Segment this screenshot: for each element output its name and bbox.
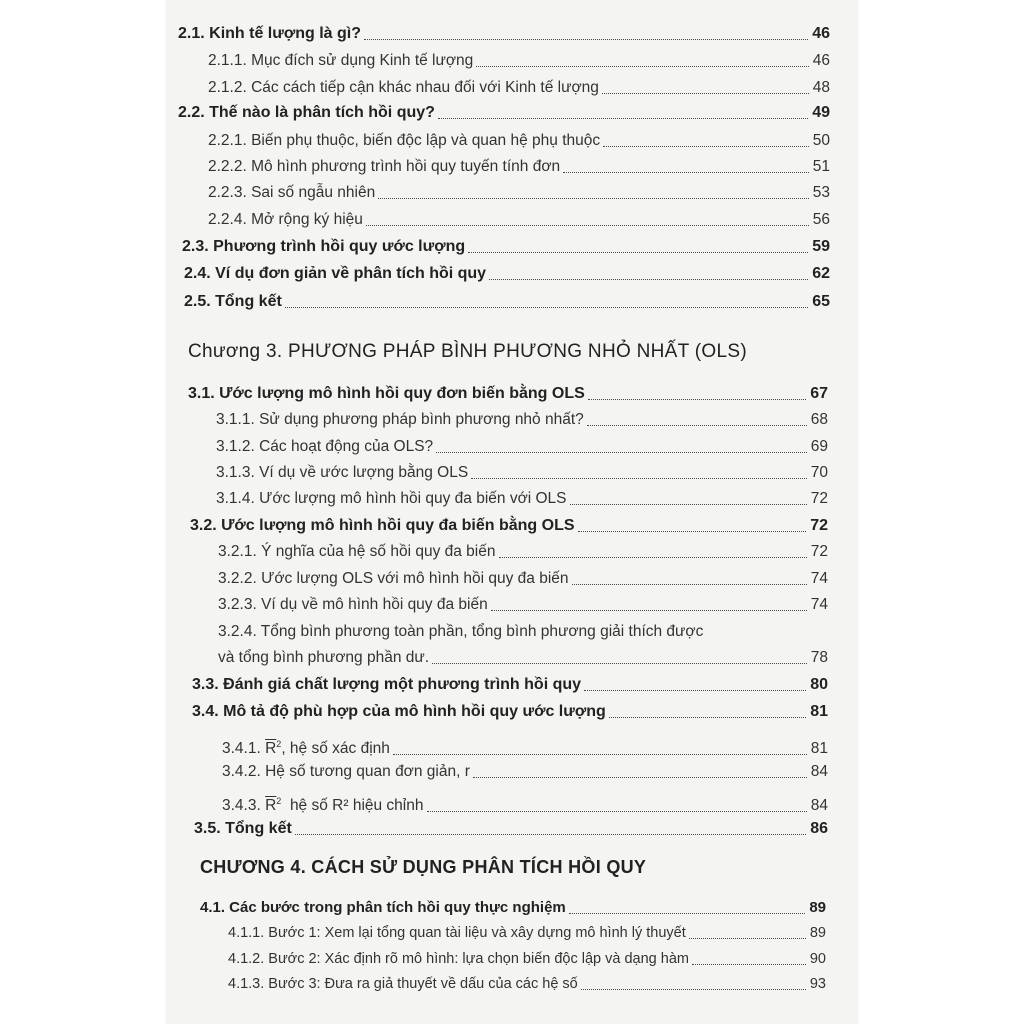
toc-page-number: 59 [812,238,830,255]
toc-leader [393,754,807,755]
toc-page-number: 78 [810,649,828,666]
toc-leader [587,425,807,426]
toc-page-number: 50 [812,132,830,149]
toc-entry-title: 2.2.3. Sai số ngẫu nhiên [208,184,376,201]
toc-entry-text: , hệ số xác định [281,740,390,758]
toc-entry [216,410,828,430]
toc-leader [489,279,808,280]
toc-entry [216,489,828,509]
toc-entry-title: 4.1.2. Bước 2: Xác định rõ mô hình: lựa chọn biến độc lập và dạng hàm [228,951,689,967]
toc-leader [569,913,806,914]
toc-leader [378,198,809,199]
toc-leader [473,777,807,778]
toc-entry [222,734,828,759]
toc-leader [581,989,806,990]
toc-page-number: 51 [812,158,830,175]
toc-leader [468,252,808,253]
toc-entry [190,516,828,536]
toc-entry [228,949,826,969]
toc-entry [218,542,828,562]
toc-leader [584,690,806,691]
toc-leader [570,504,807,505]
toc-page-number: 72 [810,490,828,507]
r-squared-symbol: $\overline{R}$ [265,797,277,815]
toc-leader [476,66,808,67]
book-page [166,0,858,1024]
toc-entry-title: 3.4.2. Hệ số tương quan đơn giản, r [222,763,470,780]
superscript: 2 [276,739,282,749]
toc-page-number: 84 [810,763,828,780]
toc-page-number: 62 [812,265,830,282]
toc-leader [692,964,806,965]
toc-page-number: 49 [812,104,830,121]
toc-entry-title: 3.2.4. Tổng bình phương toàn phần, tổng bình phương giải thích được [218,623,704,640]
toc-page-number: 68 [810,411,828,428]
toc-entry [218,569,828,589]
toc-entry [222,791,828,816]
toc-leader [689,938,806,939]
toc-entry-title: 3.1.1. Sử dụng phương pháp bình phương nhỏ nhất? [216,411,584,428]
toc-entry-title: 2.2. Thế nào là phân tích hồi quy? [178,104,435,121]
chapter-heading: CHƯƠNG 4. CÁCH SỬ DỤNG PHÂN TÍCH HỒI QUY [200,857,647,877]
toc-entry-title: 4.1. Các bước trong phân tích hồi quy thực nghiệm [200,899,566,916]
toc-page-number: 93 [809,976,826,992]
toc-entry [218,595,828,615]
toc-leader [578,531,807,532]
toc-entry-title: 3.2.2. Ước lượng OLS với mô hình hồi quy đa biến [218,570,569,587]
toc-page-number: 89 [809,925,826,941]
toc-entry-text: hệ số R² hiệu chỉnh [289,797,424,815]
toc-entry-title: 3.4. Mô tả độ phù hợp của mô hình hồi quy ước lượng [192,703,606,720]
toc-entry [208,157,830,177]
toc-entry-title: 2.1. Kinh tế lượng là gì? [178,25,361,42]
toc-entry-title: 2.2.1. Biến phụ thuộc, biến độc lập và quan hệ phụ thuộc [208,132,601,149]
toc-entry [208,51,830,71]
toc-leader [588,399,806,400]
toc-page-number: 46 [812,25,830,42]
toc-page-number: 80 [810,676,828,693]
toc-entry-title: và tổng bình phương phần dư. [218,649,430,666]
toc-page-number: 90 [809,951,826,967]
toc-entry [208,78,830,98]
toc-page-number: 72 [810,517,828,534]
toc-entry [178,103,830,123]
toc-entry [194,819,828,839]
toc-leader [432,663,807,664]
toc-page-number: 81 [810,703,828,720]
toc-leader [366,225,809,226]
toc-entry-title [222,791,424,816]
toc-page-number: 56 [812,211,830,228]
toc-leader [563,172,809,173]
toc-entry [188,384,828,404]
toc-leader [491,610,807,611]
toc-page-number: 89 [809,899,826,916]
toc-page-number: 74 [810,570,828,587]
toc-page-number: 74 [810,596,828,613]
toc-entry [182,237,830,257]
toc-entry-title: 2.1.2. Các cách tiếp cận khác nhau đối với Kinh tế lượng [208,79,599,96]
toc-leader [295,834,806,835]
toc-entry-title: 2.2.4. Mở rộng ký hiệu [208,211,363,228]
toc-entry-title: 3.5. Tổng kết [194,820,292,837]
toc-page-number: 72 [810,543,828,560]
toc-leader [499,557,807,558]
toc-entry [184,292,830,312]
toc-page-number: 86 [810,820,828,837]
toc-entry-title: 3.2.3. Ví dụ về mô hình hồi quy đa biến [218,596,488,613]
toc-page-number: 84 [810,797,828,815]
toc-entry [208,131,830,151]
r-squared-symbol: $\overline{R}$ [265,740,277,758]
toc-entry-title: 3.1. Ước lượng mô hình hồi quy đơn biến bằng OLS [188,385,585,402]
toc-entry [228,974,826,994]
toc-entry-title: 3.1.3. Ví dụ về ước lượng bằng OLS [216,464,469,481]
toc-entry-title: 4.1.1. Bước 1: Xem lại tổng quan tài liệu và xây dựng mô hình lý thuyết [228,925,686,941]
toc-entry-title: 2.4. Ví dụ đơn giản về phân tích hồi quy [184,265,487,282]
toc-leader [471,478,807,479]
toc-leader [427,811,807,812]
toc-leader [609,717,806,718]
toc-leader [602,93,809,94]
toc-page-number: 53 [812,184,830,201]
toc-entry [184,264,830,284]
toc-entry-title: 3.3. Đánh giá chất lượng một phương trình hồi quy [192,676,582,693]
toc-entry-title [222,734,390,759]
toc-entry [208,210,830,230]
toc-leader [364,39,808,40]
toc-entry [192,675,828,695]
toc-entry-number: 3.4.1. [222,740,261,758]
toc-page-number: 65 [812,293,830,310]
toc-entry-title: 2.5. Tổng kết [184,293,282,310]
toc-leader [572,584,807,585]
toc-page-number: 48 [812,79,830,96]
toc-entry-title: 3.2. Ước lượng mô hình hồi quy đa biến bằng OLS [190,517,575,534]
toc-entry [222,762,828,782]
toc-entry [192,702,828,722]
toc-entry [208,183,830,203]
toc-leader [438,118,808,119]
toc-page-number: 70 [810,464,828,481]
toc-page-number: 67 [810,385,828,402]
toc-page-number: 81 [810,740,828,758]
toc-entry [200,898,826,918]
toc-entry-title: 3.2.1. Ý nghĩa của hệ số hồi quy đa biến [218,543,496,560]
chapter-heading: Chương 3. PHƯƠNG PHÁP BÌNH PHƯƠNG NHỎ NHẤT (OLS) [188,341,747,362]
toc-leader [285,307,808,308]
toc-entry [218,648,828,668]
superscript: 2 [276,796,282,806]
toc-leader [603,146,809,147]
toc-entry-number: 3.4.3. [222,797,261,815]
toc-entry-title: 3.1.2. Các hoạt động của OLS? [216,438,434,455]
toc-page-number: 46 [812,52,830,69]
toc-entry-title: 2.3. Phương trình hồi quy ước lượng [182,238,466,255]
toc-entry [216,463,828,483]
toc-entry [178,24,830,44]
toc-entry [216,437,828,457]
toc-entry-title: 3.1.4. Ước lượng mô hình hồi quy đa biến với OLS [216,490,567,507]
toc-entry-title: 2.1.1. Mục đích sử dụng Kinh tế lượng [208,52,474,69]
toc-entry [228,923,826,943]
toc-page-number: 69 [810,438,828,455]
toc-leader [436,452,807,453]
toc-entry-title: 4.1.3. Bước 3: Đưa ra giả thuyết về dấu của các hệ số [228,976,578,992]
toc-entry-title: 2.2.2. Mô hình phương trình hồi quy tuyến tính đơn [208,158,561,175]
